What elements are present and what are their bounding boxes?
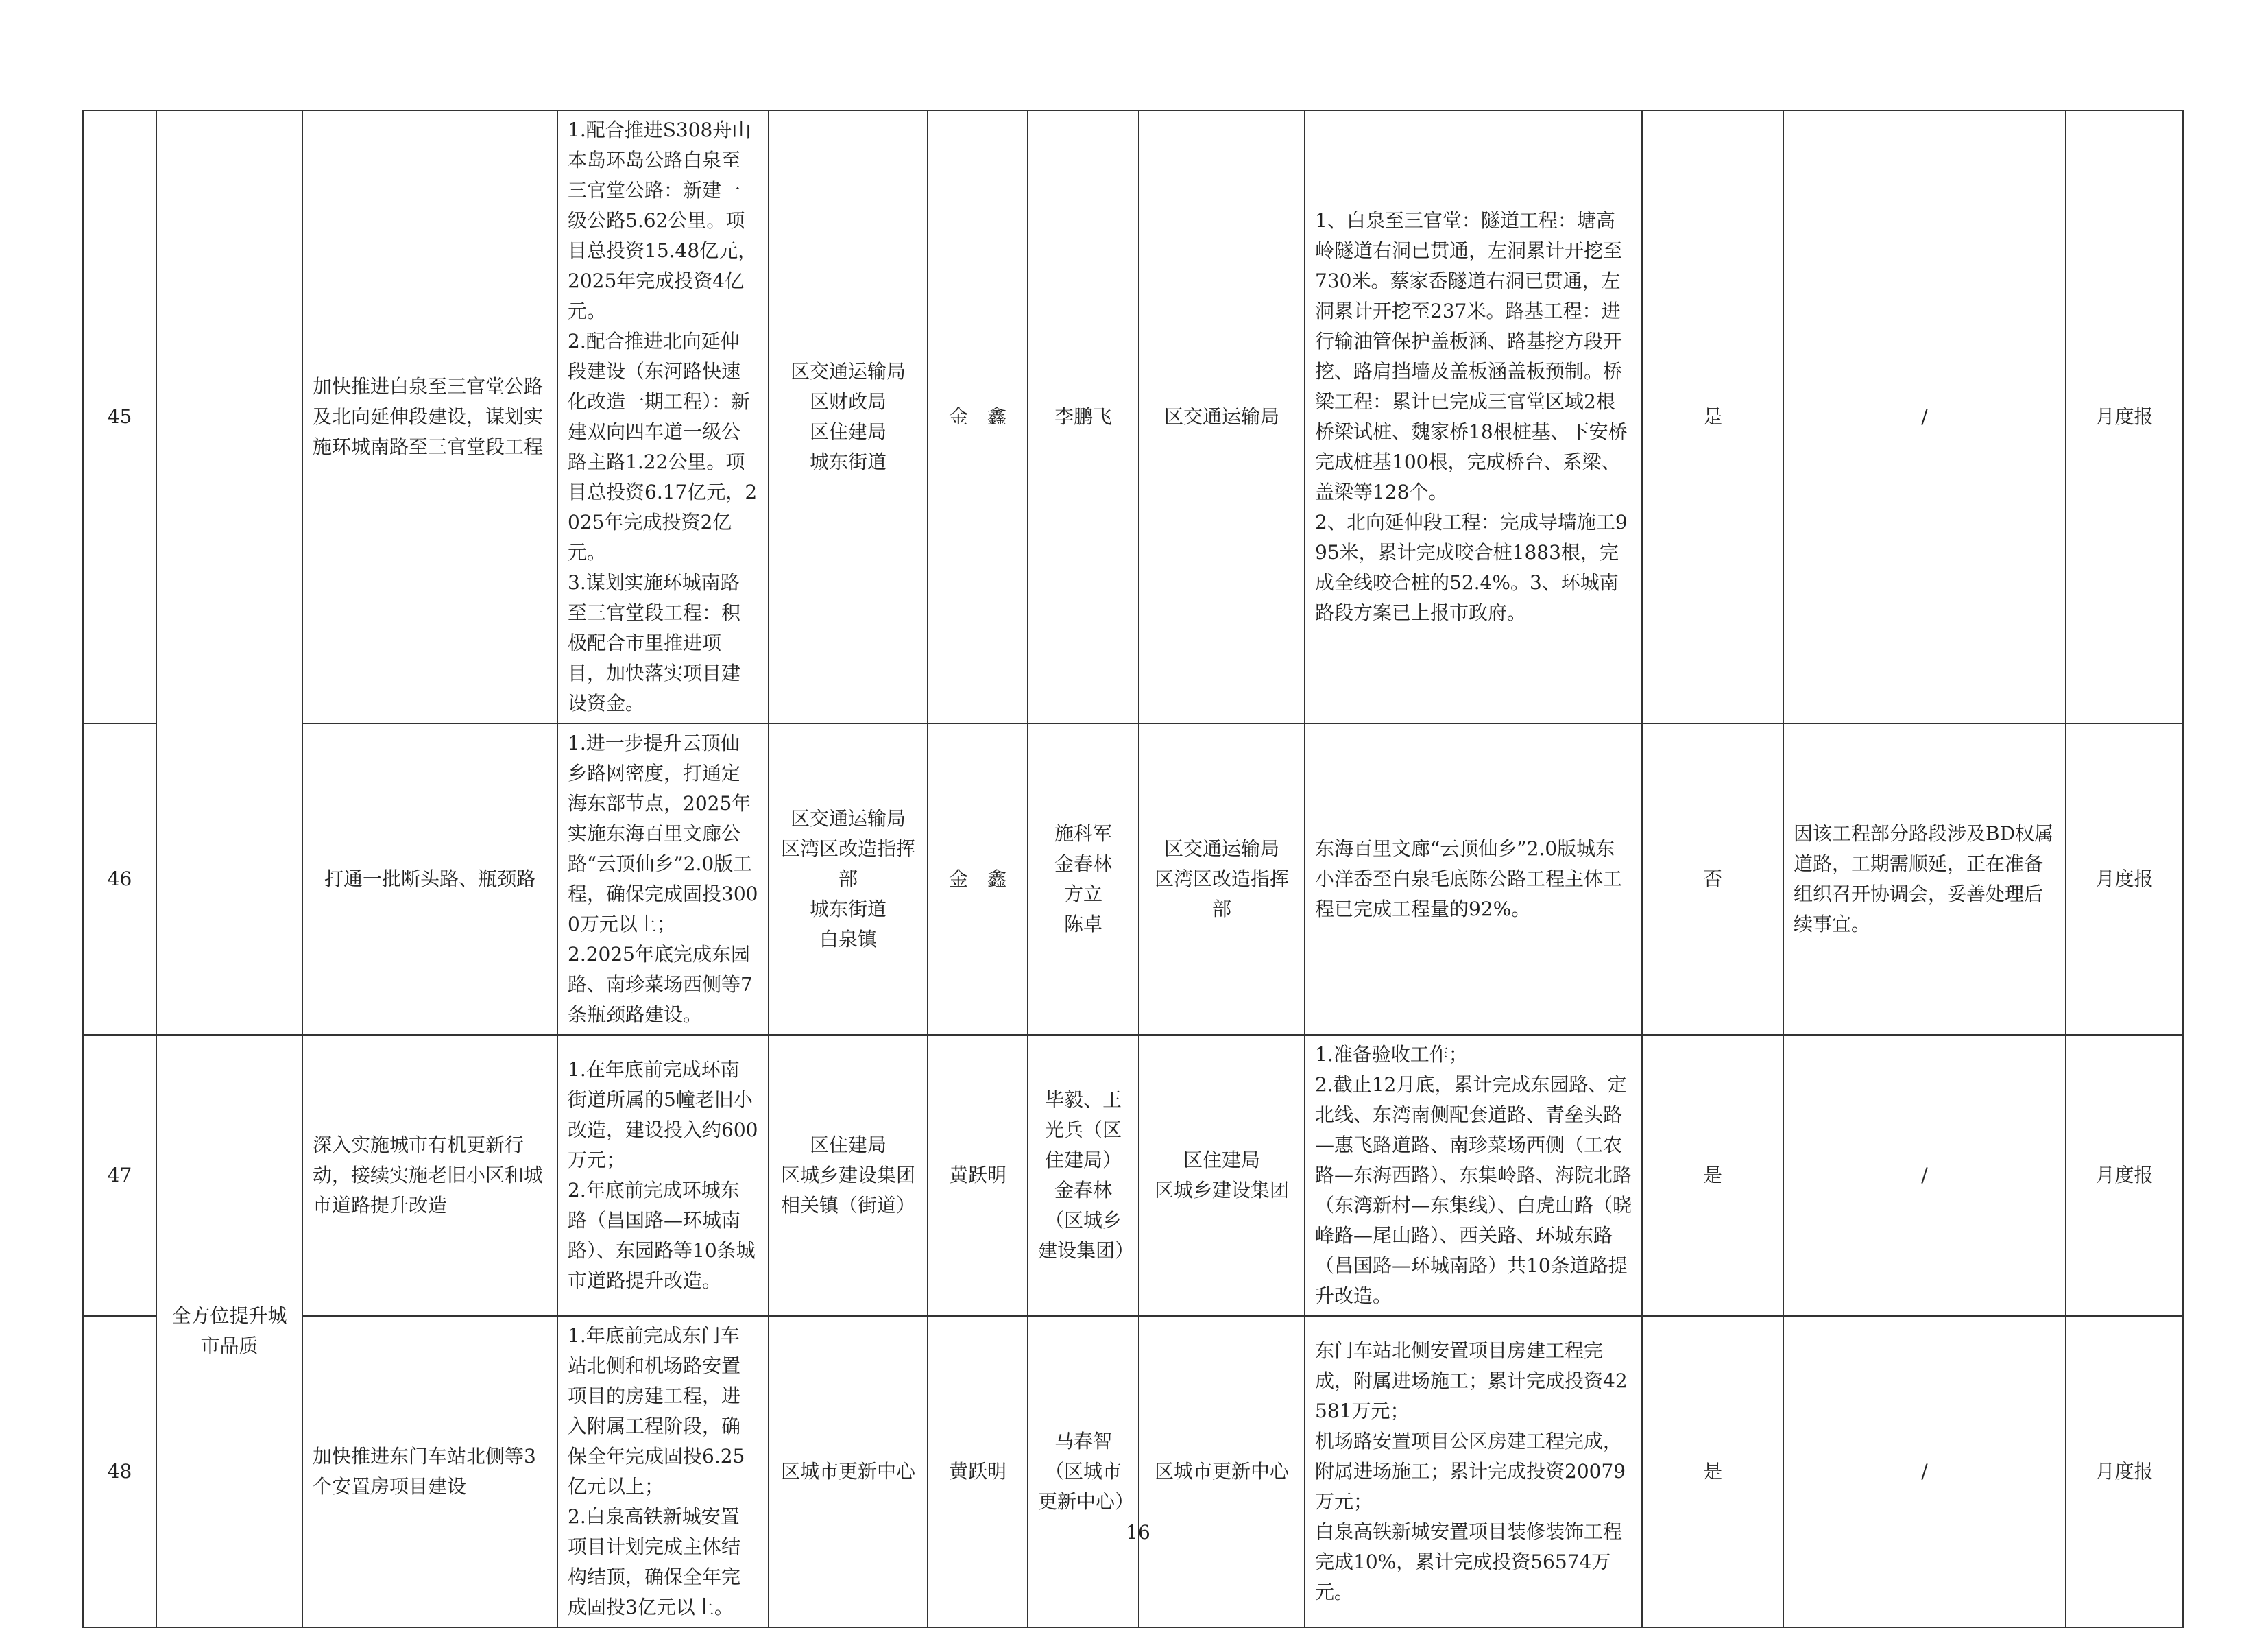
table-row xyxy=(83,1035,2183,1316)
table-row xyxy=(83,110,2183,723)
reason-cell: / xyxy=(1783,110,2066,723)
liaison-cell: 区交通运输局 xyxy=(1139,110,1305,723)
goal-cell: 1.在年底前完成环南街道所属的5幢老旧小改造，建设投入约600万元； 2.年底前完成环城东路（昌国路—环城南路）、东园路等10条城市道路提升改造。 xyxy=(557,1035,769,1316)
on-schedule-cell: 是 xyxy=(1642,1035,1783,1316)
liaison-cell: 区住建局 区城乡建设集团 xyxy=(1139,1035,1305,1316)
responsible-cell: 毕毅、王光兵（区住建局） 金春林 （区城乡建设集团） xyxy=(1028,1035,1139,1316)
on-schedule-cell: 是 xyxy=(1642,1316,1783,1627)
task-cell: 深入实施城市有机更新行动，接续实施老旧小区和城市道路提升改造 xyxy=(302,1035,557,1316)
progress-cell: 1.准备验收工作； 2.截止12月底，累计完成东园路、定北线、东湾南侧配套道路、青垒头路—惠飞路道路、南珍菜场西侧（工农路—东海西路）、东集岭路、海院北路（东湾新村—东集线）、白虎山路（晓峰路—尾山路）、西关路、环城东路（昌国路—环城南路）共10条道路提升改造。 xyxy=(1305,1035,1642,1316)
table-row xyxy=(83,1316,2183,1627)
row-number: 45 xyxy=(83,110,156,723)
lead-units-cell: 区住建局 区城乡建设集团 相关镇（街道） xyxy=(769,1035,928,1316)
liaison-cell: 区城市更新中心 xyxy=(1139,1316,1305,1627)
reason-cell: / xyxy=(1783,1035,2066,1316)
page-number: 16 xyxy=(1126,1521,1150,1544)
report-cell: 月度报 xyxy=(2066,1316,2183,1627)
task-table xyxy=(82,110,2184,1628)
responsible-cell: 施科军 金春林 方立 陈卓 xyxy=(1028,723,1139,1035)
report-cell: 月度报 xyxy=(2066,110,2183,723)
liaison-cell: 区交通运输局 区湾区改造指挥部 xyxy=(1139,723,1305,1035)
row-number: 48 xyxy=(83,1316,156,1627)
progress-cell: 1、白泉至三官堂：隧道工程：塘高岭隧道右洞已贯通，左洞累计开挖至730米。蔡家岙隧道右洞已贯通，左洞累计开挖至237米。路基工程：进行输油管保护盖板涵、路基挖方段开挖、路肩挡墙及盖板涵盖板预制。桥梁工程：累计已完成三官堂区域2根桥梁试桩、魏家桥18根桩基、下安桥完成桩基100根，完成桥台、系梁、盖梁等128个。 2、北向延伸段工程：完成导墙施工995米，累计完成咬合桩1883根，完成全线咬合桩的52.4%。3、环城南路段方案已上报市政府。 xyxy=(1305,110,1642,723)
progress-cell: 东海百里文廊“云顶仙乡”2.0版城东小洋岙至白泉毛底陈公路工程主体工程已完成工程量的92%。 xyxy=(1305,723,1642,1035)
leader-cell: 黄跃明 xyxy=(928,1035,1028,1316)
lead-units-cell: 区交通运输局 区财政局 区住建局 城东街道 xyxy=(769,110,928,723)
goal-cell: 1.年底前完成东门车站北侧和机场路安置项目的房建工程，进入附属工程阶段，确保全年完成固投6.25亿元以上； 2.白泉高铁新城安置项目计划完成主体结构结顶，确保全年完成固投3亿元以上。 xyxy=(557,1316,769,1627)
leader-cell: 金 鑫 xyxy=(928,110,1028,723)
leader-cell: 金 鑫 xyxy=(928,723,1028,1035)
goal-cell: 1.配合推进S308舟山本岛环岛公路白泉至三官堂公路：新建一级公路5.62公里。项目总投资15.48亿元，2025年完成投资4亿元。 2.配合推进北向延伸段建设（东河路快速化改造一期工程）：新建双向四车道一级公路主路1.22公里。项目总投资6.17亿元，2025年完成投资2亿元。 3.谋划实施环城南路至三官堂段工程：积极配合市里推进项目，加快落实项目建设资金。 xyxy=(557,110,769,723)
category-cell: 全方位提升城市品质 xyxy=(156,1035,302,1627)
lead-units-cell: 区城市更新中心 xyxy=(769,1316,928,1627)
leader-cell: 黄跃明 xyxy=(928,1316,1028,1627)
report-cell: 月度报 xyxy=(2066,1035,2183,1316)
goal-cell: 1.进一步提升云顶仙乡路网密度，打通定海东部节点，2025年实施东海百里文廊公路“云顶仙乡”2.0版工程，确保完成固投3000万元以上； 2.2025年底完成东园路、南珍菜场西侧等7条瓶颈路建设。 xyxy=(557,723,769,1035)
row-number: 47 xyxy=(83,1035,156,1316)
task-cell: 加快推进东门车站北侧等3个安置房项目建设 xyxy=(302,1316,557,1627)
on-schedule-cell: 否 xyxy=(1642,723,1783,1035)
reason-cell: / xyxy=(1783,1316,2066,1627)
lead-units-cell: 区交通运输局 区湾区改造指挥部 城东街道 白泉镇 xyxy=(769,723,928,1035)
category-cell xyxy=(156,110,302,1035)
report-cell: 月度报 xyxy=(2066,723,2183,1035)
task-cell: 打通一批断头路、瓶颈路 xyxy=(302,723,557,1035)
responsible-cell: 李鹏飞 xyxy=(1028,110,1139,723)
on-schedule-cell: 是 xyxy=(1642,110,1783,723)
responsible-cell: 马春智 （区城市更新中心） xyxy=(1028,1316,1139,1627)
progress-cell: 东门车站北侧安置项目房建工程完成，附属进场施工；累计完成投资42581万元； 机场路安置项目公区房建工程完成，附属进场施工；累计完成投资20079万元； 白泉高铁新城安置项目装修装饰工程完成10%，累计完成投资56574万元。 xyxy=(1305,1316,1642,1627)
row-number: 46 xyxy=(83,723,156,1035)
reason-cell: 因该工程部分路段涉及BD权属道路，工期需顺延，正在准备组织召开协调会，妥善处理后续事宜。 xyxy=(1783,723,2066,1035)
table-row xyxy=(83,723,2183,1035)
task-cell: 加快推进白泉至三官堂公路及北向延伸段建设，谋划实施环城南路至三官堂段工程 xyxy=(302,110,557,723)
